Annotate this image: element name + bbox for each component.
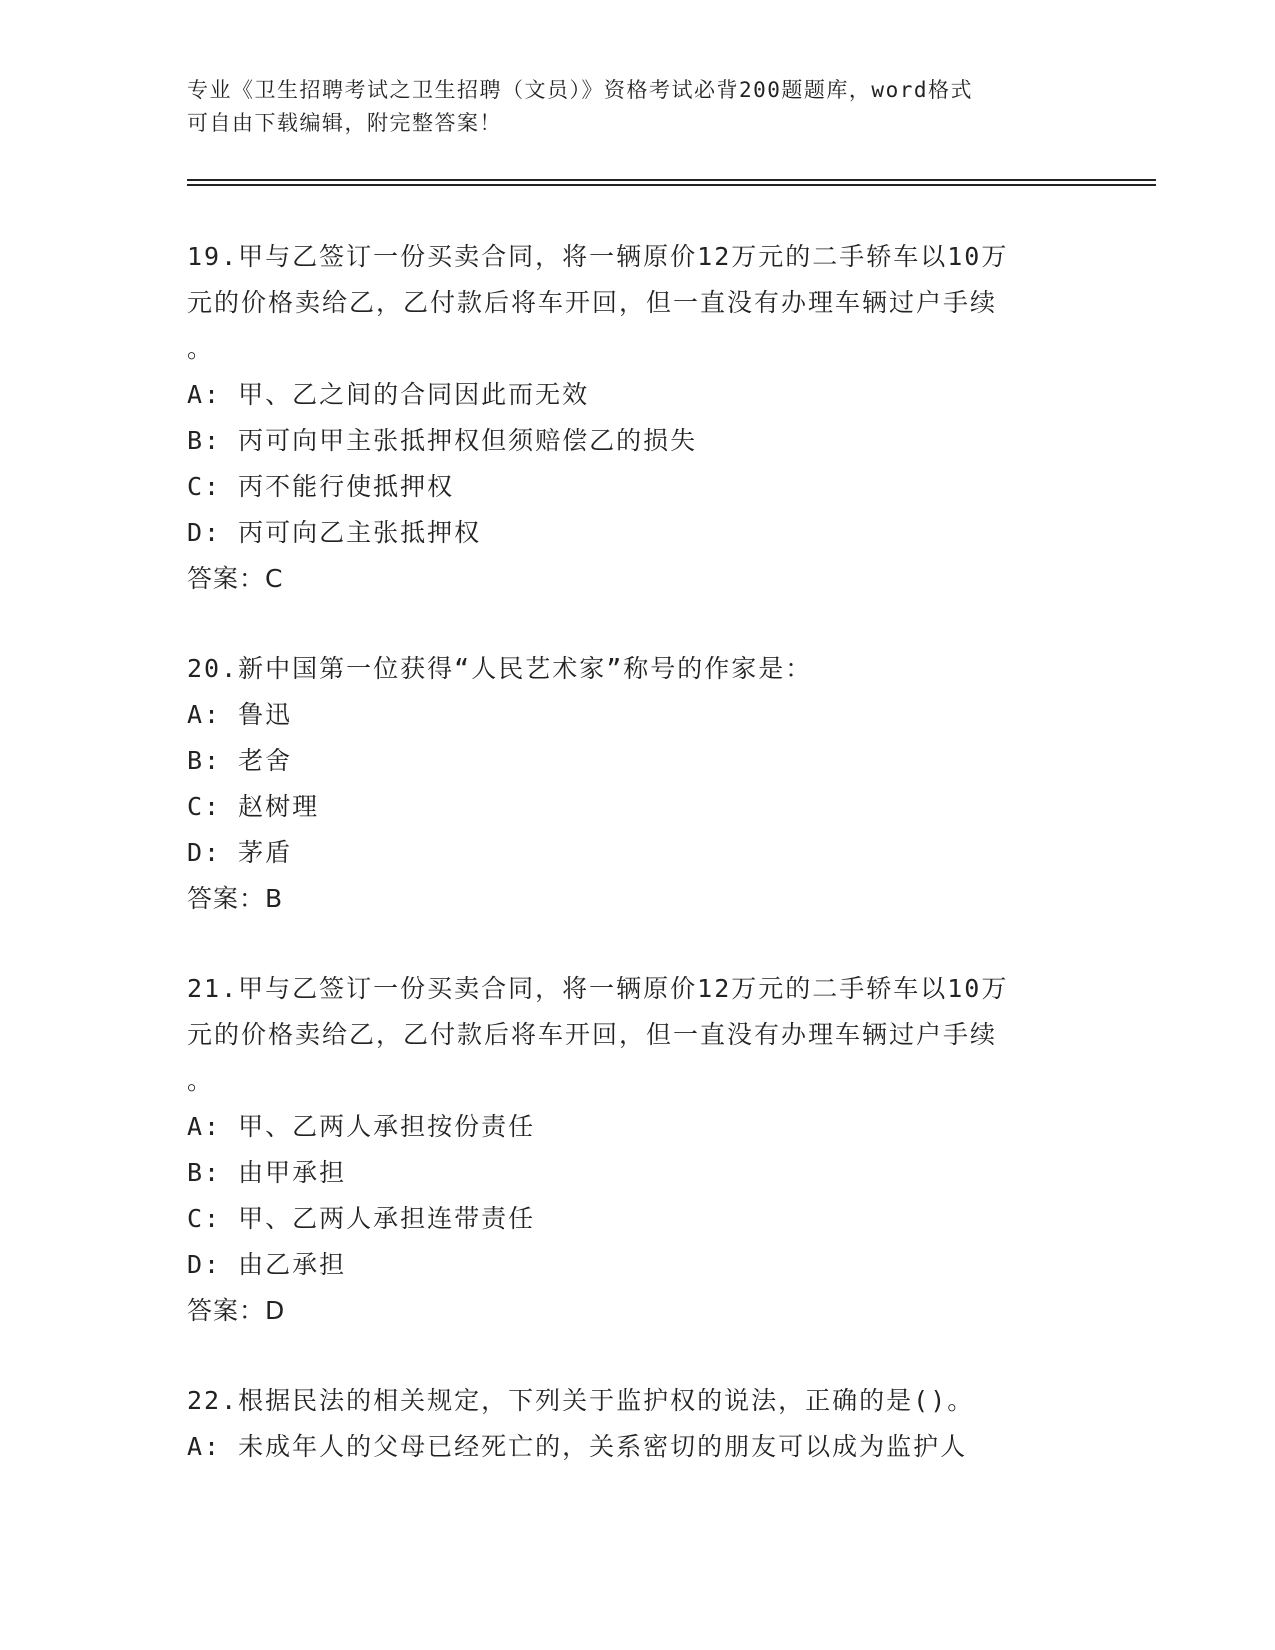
- question-19: [187, 234, 1087, 602]
- header-divider-top: [187, 179, 1156, 181]
- option-b: B: 老舍: [187, 746, 293, 775]
- question-stem-line: 22.根据民法的相关规定，下列关于监护权的说法，正确的是()。: [187, 1386, 975, 1415]
- option-c: C: 赵树理: [187, 792, 320, 821]
- answer: 答案：D: [187, 1296, 286, 1325]
- answer: 答案：C: [187, 564, 284, 593]
- option-a: A: 甲、乙之间的合同因此而无效: [187, 380, 590, 409]
- option-d: D: 由乙承担: [187, 1250, 347, 1279]
- option-b: B: 由甲承担: [187, 1158, 347, 1187]
- header-divider-bottom: [187, 184, 1156, 186]
- option-a: A: 未成年人的父母已经死亡的，关系密切的朋友可以成为监护人: [187, 1432, 968, 1461]
- option-c: C: 甲、乙两人承担连带责任: [187, 1204, 536, 1233]
- option-d: D: 茅盾: [187, 838, 293, 867]
- question-stem-line: 21.甲与乙签订一份买卖合同，将一辆原价12万元的二手轿车以10万: [187, 974, 1009, 1003]
- question-stem-line: 元的价格卖给乙，乙付款后将车开回，但一直没有办理车辆过户手续: [187, 1020, 998, 1049]
- question-22: [187, 1378, 1087, 1470]
- answer: 答案：B: [187, 884, 284, 913]
- question-stem-line: 20.新中国第一位获得“人民艺术家”称号的作家是：: [187, 654, 813, 683]
- question-stem-line: 19.甲与乙签订一份买卖合同，将一辆原价12万元的二手轿车以10万: [187, 242, 1009, 271]
- option-b: B: 丙可向甲主张抵押权但须赔偿乙的损失: [187, 426, 698, 455]
- question-stem-line: 。: [187, 334, 215, 363]
- question-20: [187, 646, 1087, 922]
- question-stem: [187, 1378, 1077, 1424]
- option-a: A: 鲁迅: [187, 700, 293, 729]
- question-stem: [187, 966, 1077, 1104]
- option-a: A: 甲、乙两人承担按份责任: [187, 1112, 536, 1141]
- question-stem: [187, 234, 1077, 372]
- option-c: C: 丙不能行使抵押权: [187, 472, 455, 501]
- header-line-1: 专业《卫生招聘考试之卫生招聘（文员）》资格考试必背200题题库，word格式: [187, 78, 973, 102]
- option-d: D: 丙可向乙主张抵押权: [187, 518, 482, 547]
- question-stem: [187, 646, 1077, 692]
- question-21: [187, 966, 1087, 1334]
- document-header: [187, 74, 1067, 140]
- header-line-2: 可自由下载编辑，附完整答案！: [187, 111, 502, 135]
- question-stem-line: 元的价格卖给乙，乙付款后将车开回，但一直没有办理车辆过户手续: [187, 288, 998, 317]
- question-stem-line: 。: [187, 1066, 215, 1095]
